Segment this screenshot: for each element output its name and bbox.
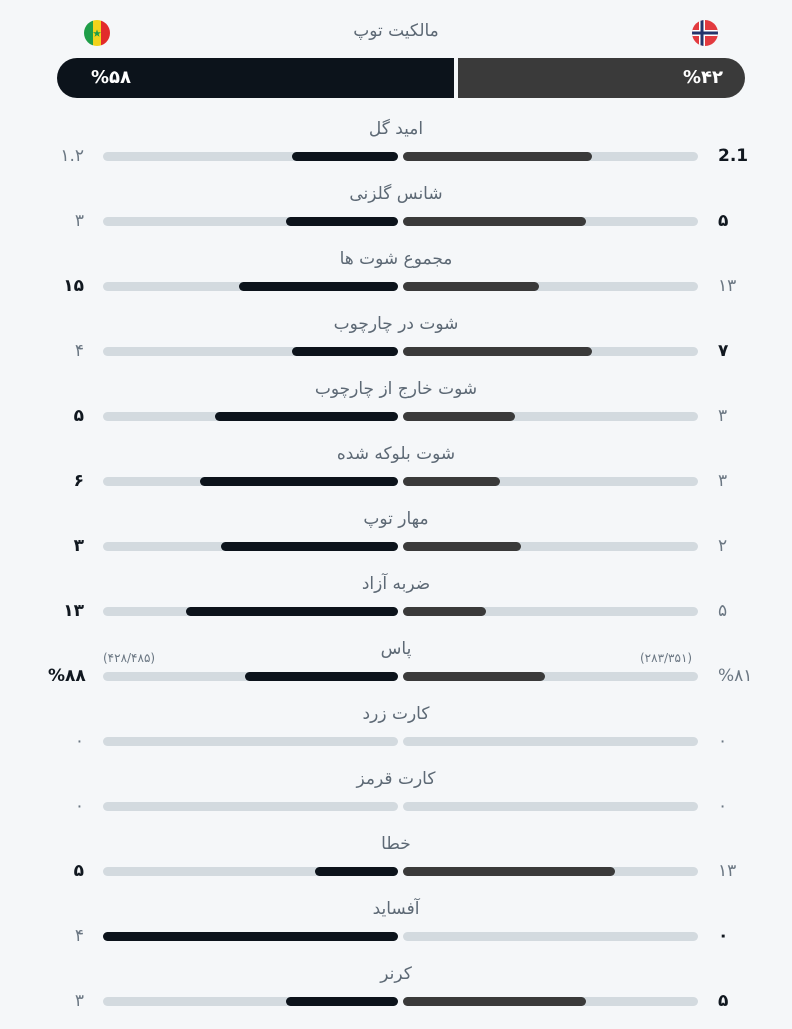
stat-fill-right	[403, 412, 515, 421]
stat-fill-left	[215, 412, 398, 421]
stat-track-right	[403, 997, 698, 1006]
stat-label: مجموع شوت ها	[339, 249, 453, 269]
stat-row	[0, 964, 792, 1029]
stat-track-left	[103, 997, 398, 1006]
stat-label: خطا	[381, 834, 411, 854]
stat-value-right: ۰	[718, 731, 728, 751]
stat-fill-right	[403, 282, 539, 291]
stat-row	[0, 509, 792, 574]
stat-track-left	[103, 347, 398, 356]
stat-track-right	[403, 672, 698, 681]
stat-row	[0, 834, 792, 899]
stat-label: امید گل	[368, 119, 424, 139]
stat-track-right	[403, 347, 698, 356]
stat-track-left	[103, 542, 398, 551]
stat-track-left	[103, 932, 398, 941]
stat-value-left: ۱۳	[63, 601, 84, 621]
stat-fill-left	[186, 607, 398, 616]
stat-fill-left	[286, 217, 398, 226]
stat-label: کارت قرمز	[356, 769, 436, 789]
stat-row	[0, 639, 792, 704]
stat-value-right: ۱۳	[718, 861, 737, 881]
stat-row	[0, 574, 792, 639]
stat-track-right	[403, 217, 698, 226]
stat-row	[0, 379, 792, 444]
stat-value-right: ۰	[718, 796, 728, 816]
stat-track-right	[403, 412, 698, 421]
stat-row	[0, 769, 792, 834]
stat-track-left	[103, 737, 398, 746]
stat-track-right	[403, 932, 698, 941]
stat-label: ضربه آزاد	[361, 574, 431, 594]
stat-row	[0, 899, 792, 964]
stat-value-right: ۷	[718, 341, 729, 361]
stat-track-left	[103, 217, 398, 226]
stat-track-right	[403, 867, 698, 876]
stat-value-right: %۸۱	[718, 666, 753, 686]
stat-track-left	[103, 802, 398, 811]
stat-label: شوت خارج از چارچوب	[314, 379, 478, 399]
stat-fill-left	[221, 542, 398, 551]
stat-fill-left	[245, 672, 398, 681]
stat-value-left: ۳	[73, 536, 84, 556]
possession-right-label: %۴۲	[682, 67, 723, 88]
stat-label: کرنر	[380, 964, 412, 984]
stat-value-left: ۶	[73, 471, 84, 491]
stat-value-left: %۸۸	[48, 666, 86, 686]
possession-title: مالکیت توپ	[353, 21, 439, 41]
stat-track-right	[403, 737, 698, 746]
stat-row	[0, 704, 792, 769]
stat-row	[0, 119, 792, 184]
stat-fill-right	[403, 867, 615, 876]
stat-fill-left	[315, 867, 398, 876]
stat-value-left: ۵	[73, 406, 84, 426]
stat-value-right: ۳	[718, 406, 728, 426]
stat-value-left: ۱۵	[63, 276, 84, 296]
stat-track-left	[103, 282, 398, 291]
stat-label: کارت زرد	[362, 704, 430, 724]
stat-fill-left	[292, 347, 398, 356]
stat-track-right	[403, 477, 698, 486]
stat-track-right	[403, 152, 698, 161]
possession-bar-left	[57, 58, 454, 98]
stat-value-left: ۰	[74, 796, 84, 816]
stat-row	[0, 444, 792, 509]
stat-track-left	[103, 152, 398, 161]
stat-value-left: ۵	[73, 861, 84, 881]
stat-value-right: ۲	[718, 536, 728, 556]
stat-value-left: ۱.۲	[60, 146, 84, 166]
stat-value-right: 2.1	[718, 146, 749, 166]
possession-bar-right	[458, 58, 745, 98]
stat-label: شانس گلزنی	[349, 184, 443, 204]
stat-subvalue-right: (۲۸۳/۳۵۱)	[640, 651, 693, 665]
stat-subvalue-left: (۴۲۸/۴۸۵)	[103, 651, 156, 665]
stat-fill-right	[403, 607, 486, 616]
stat-fill-left	[103, 932, 398, 941]
stat-value-right: ۵	[718, 601, 728, 621]
stat-value-right: ۵	[718, 991, 729, 1011]
stat-label: آفساید	[372, 899, 420, 919]
stat-fill-left	[200, 477, 398, 486]
stat-label: شوت در چارچوب	[333, 314, 459, 334]
stat-value-right: ۳	[718, 471, 728, 491]
stat-label: پاس	[380, 639, 412, 659]
stat-value-left: ۳	[74, 991, 84, 1011]
stat-fill-right	[403, 347, 592, 356]
stat-row	[0, 314, 792, 379]
stat-value-left: ۴	[74, 926, 84, 946]
stat-row	[0, 184, 792, 249]
stat-fill-right	[403, 217, 586, 226]
stat-fill-left	[239, 282, 398, 291]
stat-fill-right	[403, 152, 592, 161]
stat-fill-right	[403, 672, 545, 681]
stat-value-left: ۰	[74, 731, 84, 751]
stat-track-right	[403, 607, 698, 616]
stat-fill-left	[286, 997, 398, 1006]
stat-track-right	[403, 282, 698, 291]
stat-fill-left	[292, 152, 398, 161]
possession-left-label: %۵۸	[91, 67, 132, 88]
stat-track-left	[103, 607, 398, 616]
stat-label: شوت بلوکه شده	[336, 444, 456, 464]
stat-row	[0, 249, 792, 314]
stat-track-left	[103, 867, 398, 876]
stat-value-right: ۱۳	[718, 276, 737, 296]
stat-fill-right	[403, 477, 500, 486]
stat-value-right: ۵	[718, 211, 729, 231]
stat-track-right	[403, 802, 698, 811]
stat-track-right	[403, 542, 698, 551]
stat-label: مهار توپ	[363, 509, 429, 529]
stat-track-left	[103, 672, 398, 681]
stat-track-left	[103, 412, 398, 421]
stat-value-left: ۴	[74, 341, 84, 361]
stat-track-left	[103, 477, 398, 486]
stat-fill-right	[403, 997, 586, 1006]
stat-value-right: ۰	[718, 926, 729, 946]
stat-fill-right	[403, 542, 521, 551]
stat-value-left: ۳	[74, 211, 84, 231]
